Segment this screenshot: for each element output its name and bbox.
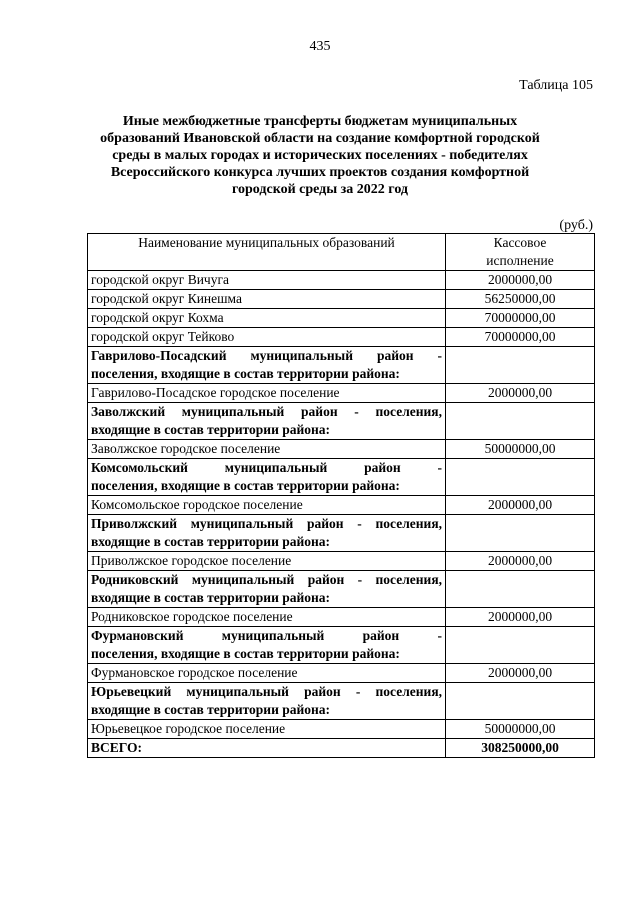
header-name: Наименование муниципальных образований <box>88 234 446 271</box>
municipality-name-cell: Родниковское городское поселение <box>88 608 446 627</box>
municipality-name-cell: Приволжское городское поселение <box>88 552 446 571</box>
region-name-cell <box>88 627 446 664</box>
unit-label: (руб.) <box>559 218 593 233</box>
total-label-cell: ВСЕГО: <box>88 739 446 758</box>
region-name-line1: Юрьевецкий муниципальный район - поселения, <box>91 684 442 699</box>
region-name-line2: входящие в состав территории района: <box>91 534 331 549</box>
region-name-line2: поселения, входящие в состав территории района: <box>91 478 400 493</box>
amount-cell: 56250000,00 <box>446 290 595 309</box>
amount-cell: 50000000,00 <box>446 720 595 739</box>
region-row <box>88 347 595 384</box>
region-name-cell <box>88 459 446 496</box>
amount-cell <box>446 627 595 664</box>
municipality-name-cell: городской округ Тейково <box>88 328 446 347</box>
table-row <box>88 309 595 328</box>
municipality-name-cell: Комсомольское городское поселение <box>88 496 446 515</box>
region-name-line1: Комсомольский муниципальный район - <box>91 460 442 475</box>
region-name-line2: поселения, входящие в состав территории района: <box>91 366 400 381</box>
total-row <box>88 739 595 758</box>
title-line: среды в малых городах и исторических поселениях - победителях <box>112 148 528 163</box>
table-label: Таблица 105 <box>519 78 593 93</box>
amount-cell <box>446 403 595 440</box>
region-name-line2: поселения, входящие в состав территории района: <box>91 646 400 661</box>
amount-cell: 2000000,00 <box>446 664 595 683</box>
title-line: Иные межбюджетные трансферты бюджетам муниципальных <box>122 114 518 129</box>
region-name-line1: Гаврилово-Посадский муниципальный район - <box>91 348 442 363</box>
header-amount-line2: исполнение <box>486 253 554 268</box>
table-row <box>88 552 595 571</box>
region-name-line1: Родниковский муниципальный район - поселения, <box>91 572 442 587</box>
amount-cell <box>446 347 595 384</box>
municipality-name-cell: городской округ Вичуга <box>88 271 446 290</box>
table-body <box>88 271 595 758</box>
municipality-name-cell: городской округ Кинешма <box>88 290 446 309</box>
amount-cell: 70000000,00 <box>446 328 595 347</box>
table-row <box>88 608 595 627</box>
region-name-line2: входящие в состав территории района: <box>91 422 331 437</box>
amount-cell <box>446 459 595 496</box>
transfers-table <box>87 233 595 758</box>
region-name-cell <box>88 515 446 552</box>
region-row <box>88 515 595 552</box>
table-row <box>88 271 595 290</box>
header-amount <box>446 234 595 271</box>
table-row <box>88 720 595 739</box>
region-row <box>88 627 595 664</box>
amount-cell: 2000000,00 <box>446 271 595 290</box>
region-name-line1: Фурмановский муниципальный район - <box>91 628 442 643</box>
region-row <box>88 459 595 496</box>
amount-cell: 2000000,00 <box>446 608 595 627</box>
page-number: 435 <box>309 39 331 54</box>
amount-cell <box>446 571 595 608</box>
amount-cell <box>446 515 595 552</box>
amount-cell: 2000000,00 <box>446 552 595 571</box>
table-row <box>88 384 595 403</box>
table-row <box>88 328 595 347</box>
amount-cell: 2000000,00 <box>446 496 595 515</box>
municipality-name-cell: городской округ Кохма <box>88 309 446 328</box>
table-row <box>88 290 595 309</box>
region-row <box>88 403 595 440</box>
title-line: образований Ивановской области на создание комфортной городской <box>100 131 540 146</box>
region-name-line1: Заволжский муниципальный район - поселения, <box>91 404 442 419</box>
table-row <box>88 664 595 683</box>
region-row <box>88 683 595 720</box>
amount-cell: 2000000,00 <box>446 384 595 403</box>
region-name-cell <box>88 571 446 608</box>
table-row <box>88 440 595 459</box>
amount-cell: 308250000,00 <box>446 739 595 758</box>
title-line: городской среды за 2022 год <box>232 182 408 197</box>
region-name-line1: Приволжский муниципальный район - поселения, <box>91 516 442 531</box>
municipality-name-cell: Заволжское городское поселение <box>88 440 446 459</box>
municipality-name-cell: Фурмановское городское поселение <box>88 664 446 683</box>
document-title <box>95 113 545 198</box>
region-name-cell <box>88 347 446 384</box>
region-name-line2: входящие в состав территории района: <box>91 590 331 605</box>
region-name-cell <box>88 683 446 720</box>
table-row <box>88 496 595 515</box>
header-amount-line1: Кассовое <box>493 235 547 250</box>
title-line: Всероссийского конкурса лучших проектов создания комфортной <box>110 165 530 180</box>
table-header-row <box>88 234 595 271</box>
amount-cell: 50000000,00 <box>446 440 595 459</box>
amount-cell: 70000000,00 <box>446 309 595 328</box>
municipality-name-cell: Гаврилово-Посадское городское поселение <box>88 384 446 403</box>
region-row <box>88 571 595 608</box>
municipality-name-cell: Юрьевецкое городское поселение <box>88 720 446 739</box>
region-name-line2: входящие в состав территории района: <box>91 702 331 717</box>
amount-cell <box>446 683 595 720</box>
region-name-cell <box>88 403 446 440</box>
